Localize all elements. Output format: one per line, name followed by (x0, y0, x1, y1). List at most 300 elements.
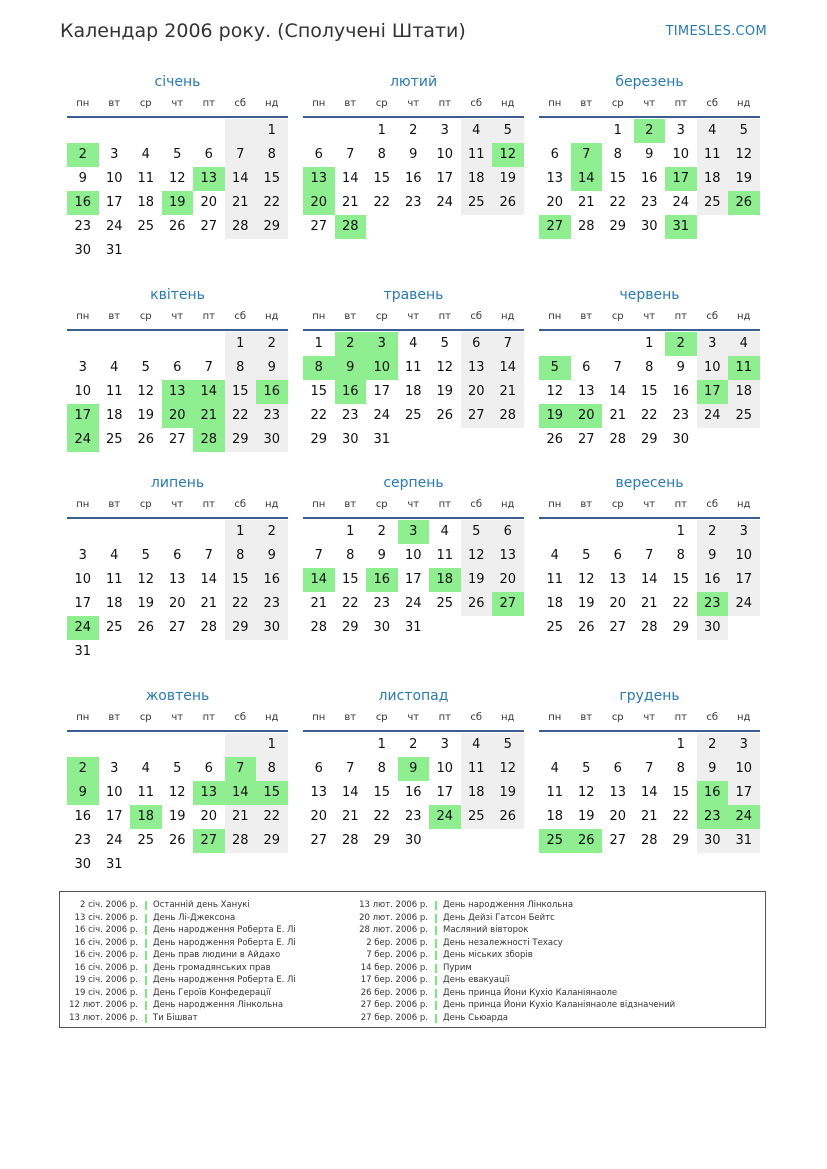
day-cell[interactable]: 20 (461, 380, 493, 404)
day-cell[interactable]: 12 (137, 572, 155, 587)
day-cell[interactable]: 6 (550, 147, 559, 162)
day-cell[interactable]: 27 (461, 404, 493, 428)
day-cell[interactable]: 25 (461, 191, 493, 215)
day-cell[interactable]: 25 (105, 432, 123, 447)
day-cell[interactable]: 28 (225, 829, 257, 853)
day-cell[interactable]: 9 (78, 171, 87, 186)
holiday-day-cell[interactable]: 2 (67, 757, 99, 781)
day-cell[interactable]: 14 (640, 572, 658, 587)
day-cell[interactable]: 22 (373, 195, 391, 210)
holiday-day-cell[interactable]: 2 (665, 332, 697, 356)
day-cell[interactable]: 29 (256, 829, 288, 853)
holiday-day-cell[interactable]: 15 (256, 781, 288, 805)
holiday-day-cell[interactable]: 18 (429, 568, 461, 592)
day-cell[interactable]: 6 (314, 761, 323, 776)
day-cell[interactable]: 24 (105, 219, 123, 234)
day-cell[interactable]: 26 (492, 191, 524, 215)
day-cell[interactable]: 23 (256, 592, 288, 616)
day-cell[interactable]: 25 (404, 408, 422, 423)
day-cell[interactable]: 19 (492, 781, 524, 805)
day-cell[interactable]: 6 (461, 332, 493, 356)
holiday-day-cell[interactable]: 14 (303, 568, 335, 592)
holiday-day-cell[interactable]: 20 (162, 404, 194, 428)
day-cell[interactable]: 15 (225, 380, 257, 404)
day-cell[interactable]: 11 (105, 572, 123, 587)
day-cell[interactable]: 18 (105, 408, 123, 423)
day-cell[interactable]: 8 (256, 143, 288, 167)
holiday-day-cell[interactable]: 17 (697, 380, 729, 404)
day-cell[interactable]: 5 (461, 520, 493, 544)
day-cell[interactable]: 26 (461, 592, 493, 616)
day-cell[interactable]: 8 (225, 544, 257, 568)
holiday-day-cell[interactable]: 31 (665, 215, 697, 239)
day-cell[interactable]: 25 (461, 805, 493, 829)
day-cell[interactable]: 4 (461, 119, 493, 143)
day-cell[interactable]: 6 (173, 360, 182, 375)
day-cell[interactable]: 27 (168, 620, 186, 635)
day-cell[interactable]: 10 (74, 572, 92, 587)
holiday-day-cell[interactable]: 13 (303, 167, 335, 191)
day-cell[interactable]: 11 (137, 171, 155, 186)
day-cell[interactable]: 21 (577, 195, 595, 210)
day-cell[interactable]: 20 (609, 596, 627, 611)
day-cell[interactable]: 4 (141, 147, 150, 162)
day-cell[interactable]: 26 (546, 432, 564, 447)
day-cell[interactable]: 28 (640, 833, 658, 848)
day-cell[interactable]: 30 (697, 829, 729, 853)
day-cell[interactable]: 21 (225, 805, 257, 829)
holiday-day-cell[interactable]: 13 (193, 167, 225, 191)
day-cell[interactable]: 19 (492, 167, 524, 191)
day-cell[interactable]: 30 (341, 432, 359, 447)
day-cell[interactable]: 8 (377, 147, 386, 162)
day-cell[interactable]: 12 (546, 384, 564, 399)
day-cell[interactable]: 2 (256, 332, 288, 356)
day-cell[interactable]: 21 (640, 809, 658, 824)
holiday-day-cell[interactable]: 28 (193, 428, 225, 452)
day-cell[interactable]: 11 (404, 360, 422, 375)
day-cell[interactable]: 24 (728, 592, 760, 616)
day-cell[interactable]: 4 (110, 360, 119, 375)
day-cell[interactable]: 3 (728, 733, 760, 757)
day-cell[interactable]: 20 (200, 809, 218, 824)
day-cell[interactable]: 31 (404, 620, 422, 635)
holiday-day-cell[interactable]: 14 (193, 380, 225, 404)
day-cell[interactable]: 22 (225, 404, 257, 428)
day-cell[interactable]: 22 (672, 596, 690, 611)
day-cell[interactable]: 1 (613, 123, 622, 138)
day-cell[interactable]: 8 (613, 147, 622, 162)
holiday-day-cell[interactable]: 3 (366, 332, 398, 356)
day-cell[interactable]: 29 (341, 620, 359, 635)
day-cell[interactable]: 23 (672, 408, 690, 423)
day-cell[interactable]: 28 (640, 620, 658, 635)
day-cell[interactable]: 17 (404, 572, 422, 587)
holiday-day-cell[interactable]: 20 (303, 191, 335, 215)
holiday-day-cell[interactable]: 14 (225, 781, 257, 805)
day-cell[interactable]: 7 (346, 761, 355, 776)
day-cell[interactable]: 26 (436, 408, 454, 423)
day-cell[interactable]: 9 (256, 356, 288, 380)
day-cell[interactable]: 7 (645, 761, 654, 776)
day-cell[interactable]: 2 (697, 520, 729, 544)
holiday-day-cell[interactable]: 2 (67, 143, 99, 167)
day-cell[interactable]: 18 (728, 380, 760, 404)
day-cell[interactable]: 10 (728, 544, 760, 568)
day-cell[interactable]: 21 (310, 596, 328, 611)
day-cell[interactable]: 19 (436, 384, 454, 399)
day-cell[interactable]: 7 (314, 548, 323, 563)
day-cell[interactable]: 26 (137, 432, 155, 447)
day-cell[interactable]: 29 (225, 616, 257, 640)
day-cell[interactable]: 27 (168, 432, 186, 447)
holiday-day-cell[interactable]: 11 (728, 356, 760, 380)
day-cell[interactable]: 6 (204, 761, 213, 776)
day-cell[interactable]: 8 (645, 360, 654, 375)
day-cell[interactable]: 25 (728, 404, 760, 428)
holiday-day-cell[interactable]: 28 (335, 215, 367, 239)
holiday-day-cell[interactable]: 24 (67, 616, 99, 640)
day-cell[interactable]: 4 (728, 332, 760, 356)
day-cell[interactable]: 11 (105, 384, 123, 399)
day-cell[interactable]: 30 (672, 432, 690, 447)
day-cell[interactable]: 27 (310, 219, 328, 234)
day-cell[interactable]: 24 (672, 195, 690, 210)
day-cell[interactable]: 6 (492, 520, 524, 544)
day-cell[interactable]: 7 (346, 147, 355, 162)
day-cell[interactable]: 19 (577, 596, 595, 611)
holiday-day-cell[interactable]: 23 (697, 805, 729, 829)
day-cell[interactable]: 10 (436, 761, 454, 776)
day-cell[interactable]: 13 (609, 785, 627, 800)
day-cell[interactable]: 20 (310, 809, 328, 824)
day-cell[interactable]: 8 (225, 356, 257, 380)
day-cell[interactable]: 27 (200, 219, 218, 234)
holiday-day-cell[interactable]: 24 (429, 805, 461, 829)
day-cell[interactable]: 29 (672, 833, 690, 848)
day-cell[interactable]: 5 (173, 147, 182, 162)
day-cell[interactable]: 29 (310, 432, 328, 447)
day-cell[interactable]: 17 (728, 568, 760, 592)
day-cell[interactable]: 28 (200, 620, 218, 635)
day-cell[interactable]: 13 (609, 572, 627, 587)
day-cell[interactable]: 12 (577, 785, 595, 800)
day-cell[interactable]: 4 (550, 761, 559, 776)
day-cell[interactable]: 7 (204, 548, 213, 563)
day-cell[interactable]: 10 (404, 548, 422, 563)
holiday-day-cell[interactable]: 9 (398, 757, 430, 781)
day-cell[interactable]: 1 (314, 336, 323, 351)
holiday-day-cell[interactable]: 16 (335, 380, 367, 404)
day-cell[interactable]: 20 (168, 596, 186, 611)
day-cell[interactable]: 4 (440, 524, 449, 539)
day-cell[interactable]: 15 (225, 568, 257, 592)
day-cell[interactable]: 13 (546, 171, 564, 186)
day-cell[interactable]: 18 (697, 167, 729, 191)
day-cell[interactable]: 3 (697, 332, 729, 356)
day-cell[interactable]: 30 (373, 620, 391, 635)
day-cell[interactable]: 10 (672, 147, 690, 162)
day-cell[interactable]: 28 (609, 432, 627, 447)
day-cell[interactable]: 22 (672, 809, 690, 824)
day-cell[interactable]: 6 (613, 548, 622, 563)
day-cell[interactable]: 19 (137, 408, 155, 423)
day-cell[interactable]: 18 (404, 384, 422, 399)
day-cell[interactable]: 22 (341, 596, 359, 611)
day-cell[interactable]: 22 (310, 408, 328, 423)
day-cell[interactable]: 16 (640, 171, 658, 186)
day-cell[interactable]: 26 (577, 620, 595, 635)
holiday-day-cell[interactable]: 5 (539, 356, 571, 380)
holiday-day-cell[interactable]: 24 (67, 428, 99, 452)
day-cell[interactable]: 15 (256, 167, 288, 191)
day-cell[interactable]: 31 (373, 432, 391, 447)
day-cell[interactable]: 11 (461, 143, 493, 167)
day-cell[interactable]: 23 (373, 596, 391, 611)
day-cell[interactable]: 12 (728, 143, 760, 167)
day-cell[interactable]: 5 (440, 336, 449, 351)
day-cell[interactable]: 9 (645, 147, 654, 162)
day-cell[interactable]: 24 (404, 596, 422, 611)
day-cell[interactable]: 3 (440, 123, 449, 138)
holiday-day-cell[interactable]: 24 (728, 805, 760, 829)
day-cell[interactable]: 6 (204, 147, 213, 162)
day-cell[interactable]: 23 (74, 219, 92, 234)
holiday-day-cell[interactable]: 20 (571, 404, 603, 428)
holiday-day-cell[interactable]: 27 (492, 592, 524, 616)
day-cell[interactable]: 13 (492, 544, 524, 568)
day-cell[interactable]: 6 (582, 360, 591, 375)
day-cell[interactable]: 31 (728, 829, 760, 853)
holiday-day-cell[interactable]: 21 (193, 404, 225, 428)
day-cell[interactable]: 29 (373, 833, 391, 848)
day-cell[interactable]: 24 (697, 404, 729, 428)
day-cell[interactable]: 4 (141, 761, 150, 776)
day-cell[interactable]: 10 (697, 356, 729, 380)
day-cell[interactable]: 24 (436, 195, 454, 210)
day-cell[interactable]: 1 (225, 520, 257, 544)
day-cell[interactable]: 29 (640, 432, 658, 447)
holiday-day-cell[interactable]: 23 (697, 592, 729, 616)
day-cell[interactable]: 1 (645, 336, 654, 351)
day-cell[interactable]: 27 (609, 833, 627, 848)
day-cell[interactable]: 11 (461, 757, 493, 781)
day-cell[interactable]: 29 (609, 219, 627, 234)
day-cell[interactable]: 12 (461, 544, 493, 568)
day-cell[interactable]: 15 (640, 384, 658, 399)
day-cell[interactable]: 26 (168, 219, 186, 234)
day-cell[interactable]: 23 (404, 809, 422, 824)
day-cell[interactable]: 7 (204, 360, 213, 375)
day-cell[interactable]: 14 (225, 167, 257, 191)
day-cell[interactable]: 20 (546, 195, 564, 210)
day-cell[interactable]: 22 (256, 191, 288, 215)
day-cell[interactable]: 8 (377, 761, 386, 776)
holiday-day-cell[interactable]: 25 (539, 829, 571, 853)
day-cell[interactable]: 5 (492, 119, 524, 143)
day-cell[interactable]: 15 (310, 384, 328, 399)
day-cell[interactable]: 15 (609, 171, 627, 186)
day-cell[interactable]: 4 (409, 336, 418, 351)
day-cell[interactable]: 8 (346, 548, 355, 563)
holiday-day-cell[interactable]: 16 (67, 191, 99, 215)
day-cell[interactable]: 31 (105, 243, 123, 258)
day-cell[interactable]: 16 (404, 171, 422, 186)
day-cell[interactable]: 1 (377, 123, 386, 138)
day-cell[interactable]: 11 (697, 143, 729, 167)
day-cell[interactable]: 19 (168, 809, 186, 824)
day-cell[interactable]: 25 (697, 191, 729, 215)
day-cell[interactable]: 16 (256, 568, 288, 592)
day-cell[interactable]: 12 (436, 360, 454, 375)
day-cell[interactable]: 30 (640, 219, 658, 234)
day-cell[interactable]: 28 (341, 833, 359, 848)
day-cell[interactable]: 30 (697, 616, 729, 640)
day-cell[interactable]: 19 (577, 809, 595, 824)
day-cell[interactable]: 28 (310, 620, 328, 635)
day-cell[interactable]: 5 (141, 548, 150, 563)
day-cell[interactable]: 10 (105, 171, 123, 186)
day-cell[interactable]: 22 (225, 592, 257, 616)
day-cell[interactable]: 9 (256, 544, 288, 568)
day-cell[interactable]: 3 (728, 520, 760, 544)
holiday-day-cell[interactable]: 2 (634, 119, 666, 143)
day-cell[interactable]: 19 (137, 596, 155, 611)
holiday-day-cell[interactable]: 8 (303, 356, 335, 380)
holiday-day-cell[interactable]: 17 (665, 167, 697, 191)
day-cell[interactable]: 20 (492, 568, 524, 592)
day-cell[interactable]: 16 (672, 384, 690, 399)
holiday-day-cell[interactable]: 26 (571, 829, 603, 853)
day-cell[interactable]: 15 (672, 572, 690, 587)
holiday-day-cell[interactable]: 7 (225, 757, 257, 781)
day-cell[interactable]: 23 (640, 195, 658, 210)
day-cell[interactable]: 18 (461, 167, 493, 191)
day-cell[interactable]: 21 (609, 408, 627, 423)
day-cell[interactable]: 24 (105, 833, 123, 848)
day-cell[interactable]: 31 (105, 857, 123, 872)
holiday-day-cell[interactable]: 7 (571, 143, 603, 167)
holiday-day-cell[interactable]: 12 (492, 143, 524, 167)
day-cell[interactable]: 29 (672, 620, 690, 635)
day-cell[interactable]: 21 (225, 191, 257, 215)
day-cell[interactable]: 23 (404, 195, 422, 210)
day-cell[interactable]: 3 (110, 761, 119, 776)
holiday-day-cell[interactable]: 16 (366, 568, 398, 592)
day-cell[interactable]: 21 (341, 195, 359, 210)
day-cell[interactable]: 30 (404, 833, 422, 848)
day-cell[interactable]: 1 (676, 737, 685, 752)
day-cell[interactable]: 4 (697, 119, 729, 143)
day-cell[interactable]: 21 (640, 596, 658, 611)
day-cell[interactable]: 5 (582, 761, 591, 776)
day-cell[interactable]: 20 (609, 809, 627, 824)
day-cell[interactable]: 17 (436, 171, 454, 186)
day-cell[interactable]: 31 (74, 644, 92, 659)
day-cell[interactable]: 22 (640, 408, 658, 423)
day-cell[interactable]: 30 (256, 616, 288, 640)
day-cell[interactable]: 13 (310, 785, 328, 800)
day-cell[interactable]: 15 (341, 572, 359, 587)
day-cell[interactable]: 4 (550, 548, 559, 563)
day-cell[interactable]: 1 (256, 733, 288, 757)
day-cell[interactable]: 11 (546, 785, 564, 800)
day-cell[interactable]: 12 (168, 785, 186, 800)
day-cell[interactable]: 2 (256, 520, 288, 544)
day-cell[interactable]: 2 (409, 737, 418, 752)
holiday-day-cell[interactable]: 10 (366, 356, 398, 380)
day-cell[interactable]: 17 (728, 781, 760, 805)
day-cell[interactable]: 25 (137, 833, 155, 848)
day-cell[interactable]: 12 (492, 757, 524, 781)
holiday-day-cell[interactable]: 16 (697, 781, 729, 805)
day-cell[interactable]: 28 (577, 219, 595, 234)
day-cell[interactable]: 6 (173, 548, 182, 563)
day-cell[interactable]: 3 (440, 737, 449, 752)
day-cell[interactable]: 15 (373, 785, 391, 800)
day-cell[interactable]: 25 (105, 620, 123, 635)
day-cell[interactable]: 5 (141, 360, 150, 375)
day-cell[interactable]: 22 (609, 195, 627, 210)
day-cell[interactable]: 9 (377, 548, 386, 563)
holiday-day-cell[interactable]: 18 (130, 805, 162, 829)
day-cell[interactable]: 14 (341, 785, 359, 800)
day-cell[interactable]: 27 (310, 833, 328, 848)
day-cell[interactable]: 15 (672, 785, 690, 800)
day-cell[interactable]: 17 (436, 785, 454, 800)
day-cell[interactable]: 17 (105, 195, 123, 210)
day-cell[interactable]: 27 (609, 620, 627, 635)
day-cell[interactable]: 8 (676, 761, 685, 776)
day-cell[interactable]: 17 (373, 384, 391, 399)
day-cell[interactable]: 7 (613, 360, 622, 375)
day-cell[interactable]: 7 (225, 143, 257, 167)
day-cell[interactable]: 24 (373, 408, 391, 423)
day-cell[interactable]: 22 (256, 805, 288, 829)
day-cell[interactable]: 13 (168, 572, 186, 587)
day-cell[interactable]: 21 (341, 809, 359, 824)
holiday-day-cell[interactable]: 3 (398, 520, 430, 544)
holiday-day-cell[interactable]: 19 (162, 191, 194, 215)
day-cell[interactable]: 7 (645, 548, 654, 563)
day-cell[interactable]: 30 (74, 857, 92, 872)
day-cell[interactable]: 3 (110, 147, 119, 162)
day-cell[interactable]: 10 (105, 785, 123, 800)
day-cell[interactable]: 1 (346, 524, 355, 539)
day-cell[interactable]: 19 (728, 167, 760, 191)
holiday-day-cell[interactable]: 9 (335, 356, 367, 380)
day-cell[interactable]: 11 (436, 548, 454, 563)
day-cell[interactable]: 18 (461, 781, 493, 805)
day-cell[interactable]: 28 (225, 215, 257, 239)
holiday-day-cell[interactable]: 13 (162, 380, 194, 404)
day-cell[interactable]: 7 (492, 332, 524, 356)
day-cell[interactable]: 6 (613, 761, 622, 776)
day-cell[interactable]: 30 (256, 428, 288, 452)
day-cell[interactable]: 9 (409, 147, 418, 162)
day-cell[interactable]: 17 (74, 596, 92, 611)
day-cell[interactable]: 12 (577, 572, 595, 587)
day-cell[interactable]: 14 (492, 356, 524, 380)
day-cell[interactable]: 8 (676, 548, 685, 563)
day-cell[interactable]: 27 (577, 432, 595, 447)
day-cell[interactable]: 10 (74, 384, 92, 399)
holiday-day-cell[interactable]: 26 (728, 191, 760, 215)
day-cell[interactable]: 14 (341, 171, 359, 186)
day-cell[interactable]: 22 (373, 809, 391, 824)
day-cell[interactable]: 21 (200, 596, 218, 611)
day-cell[interactable]: 23 (256, 404, 288, 428)
